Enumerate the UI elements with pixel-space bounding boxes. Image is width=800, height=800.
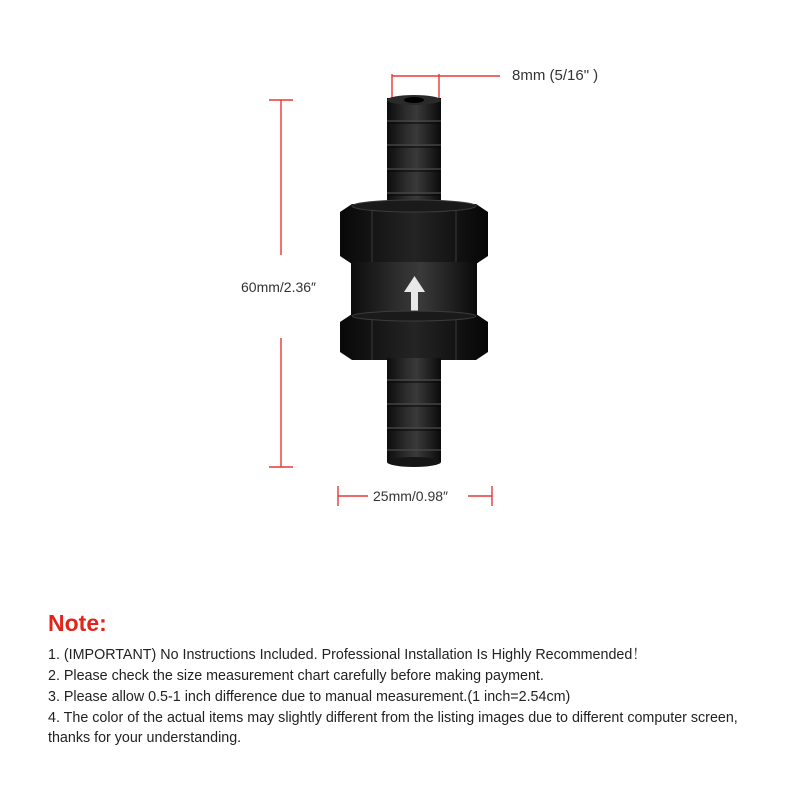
lower-barb	[387, 358, 441, 467]
lower-hex-nut	[340, 311, 488, 360]
upper-hex-nut	[340, 200, 488, 264]
check-valve	[340, 95, 488, 467]
notes-section	[48, 609, 778, 749]
notes-title: Note:	[48, 610, 107, 636]
note-item: 1. (IMPORTANT) No Instructions Included. Professional Installation Is Highly Recommended！	[48, 647, 647, 663]
dimension-label-width: 25mm/0.98″	[373, 488, 448, 504]
notes-list	[48, 645, 778, 748]
note-item: 2. Please check the size measurement chart carefully before making payment.	[48, 668, 544, 684]
dimension-label-port: 8mm (5/16" )	[512, 67, 599, 84]
note-item: 4. The color of the actual items may slightly different from the listing images due to different computer screen, thanks for your understanding.	[48, 710, 738, 746]
dimension-label-length: 60mm/2.36″	[241, 279, 316, 295]
note-item: 3. Please allow 0.5-1 inch difference due to manual measurement.(1 inch=2.54cm)	[48, 689, 571, 705]
